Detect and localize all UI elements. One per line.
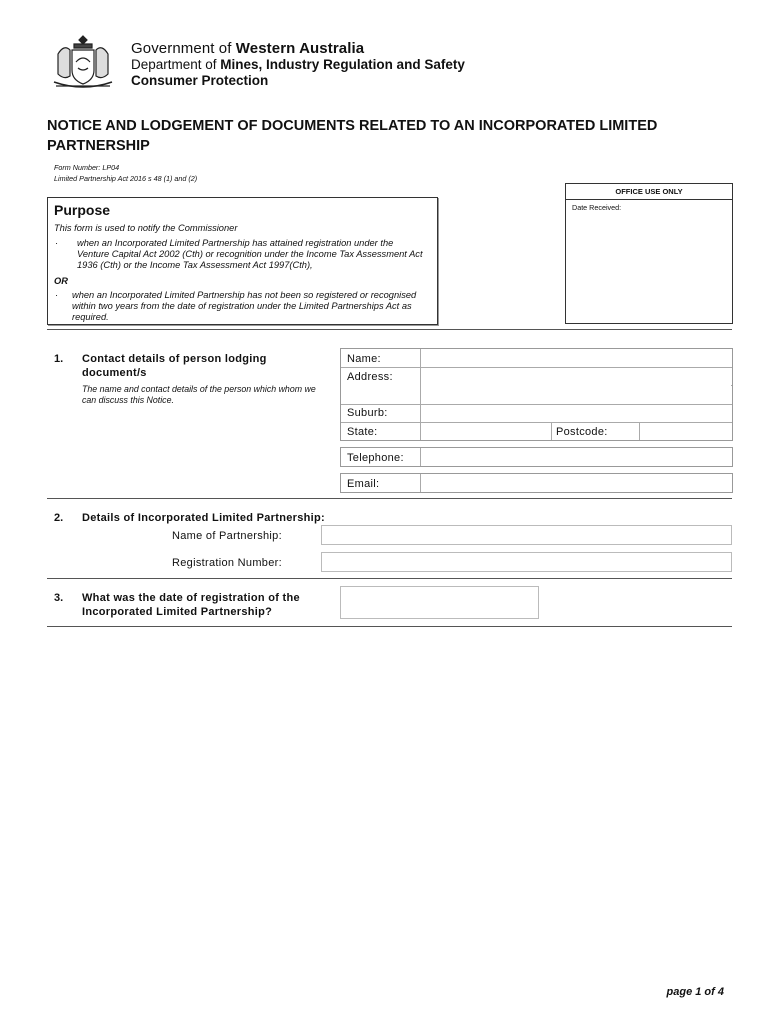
telephone-input[interactable]	[421, 448, 732, 466]
government-state: Western Australia	[235, 40, 365, 57]
wa-crest-logo	[50, 32, 116, 90]
office-use-box	[565, 183, 733, 324]
registration-date-input[interactable]	[340, 586, 539, 619]
section-2-number: 2.	[54, 512, 64, 524]
section-2-heading: Details of Incorporated Limited Partnership:	[82, 512, 326, 524]
department-prefix: Department of	[131, 57, 221, 72]
purpose-intro: This form is used to notify the Commissioner	[54, 223, 238, 233]
registration-number-input[interactable]	[321, 552, 732, 572]
government-prefix: Government of	[131, 40, 236, 57]
purpose-bullet-1	[55, 238, 427, 271]
department-name: Mines, Industry Regulation and Safety	[220, 57, 465, 72]
telephone-row	[340, 447, 733, 467]
form-title: NOTICE AND LODGEMENT OF DOCUMENTS RELATED TO AN INCORPORATED LIMITED PARTNERSHIP	[47, 118, 658, 154]
purpose-bullet-2	[55, 290, 422, 323]
name-input[interactable]	[421, 350, 731, 367]
section-1-help: The name and contact details of the person which whom we can discuss this Notice.	[82, 384, 316, 405]
contact-details-table	[340, 348, 733, 441]
divider	[47, 578, 732, 579]
divider	[47, 498, 732, 499]
section-3-heading: What was the date of registration of the Incorporated Limited Partnership?	[82, 592, 300, 618]
telephone-label: Telephone:	[347, 452, 404, 464]
purpose-heading: Purpose	[54, 202, 111, 218]
section-1-number: 1.	[54, 353, 64, 365]
suburb-input[interactable]	[421, 405, 731, 422]
government-line	[131, 40, 364, 57]
address-label: Address:	[347, 371, 393, 383]
section-3-number: 3.	[54, 592, 64, 604]
address-input[interactable]	[421, 368, 731, 403]
divider	[47, 626, 732, 627]
registration-number-label: Registration Number:	[172, 557, 282, 569]
postcode-label: Postcode:	[556, 426, 608, 438]
suburb-label: Suburb:	[347, 407, 388, 419]
date-received-label: Date Received:	[572, 203, 622, 212]
state-label: State:	[347, 426, 378, 438]
partnership-name-label: Name of Partnership:	[172, 530, 282, 542]
divider	[47, 329, 732, 330]
bullet-dot: ·	[55, 238, 59, 248]
purpose-box	[47, 197, 438, 325]
form-number: Form Number: LP04	[54, 163, 120, 172]
bullet-dot: ·	[55, 290, 59, 300]
purpose-bullet-2-text: when an Incorporated Limited Partnership has not been so registered or recognised within two years from the date of registration under the Limited Partnerships Act as required.	[72, 290, 417, 322]
email-row	[340, 473, 733, 493]
name-label: Name:	[347, 353, 381, 365]
division-name: Consumer Protection	[131, 73, 269, 88]
office-use-heading: OFFICE USE ONLY	[566, 184, 732, 200]
page-number: page 1 of 4	[666, 986, 724, 998]
postcode-input[interactable]	[640, 423, 731, 439]
partnership-name-input[interactable]	[321, 525, 732, 545]
purpose-or: OR	[54, 276, 68, 286]
email-input[interactable]	[421, 474, 732, 492]
section-1-heading: Contact details of person lodging document/s	[82, 353, 267, 379]
purpose-bullet-1-text: when an Incorporated Limited Partnership has attained registration under the Venture Capital Act 2002 (Cth) or recognition under the Income Tax Assessment Act 1936 (Cth) or the Income Tax Assessment Act 1997(Cth),	[77, 238, 423, 270]
email-label: Email:	[347, 478, 380, 490]
state-input[interactable]	[421, 423, 550, 439]
department-line	[131, 57, 465, 72]
act-reference: Limited Partnership Act 2016 s 48 (1) and (2)	[54, 174, 198, 183]
